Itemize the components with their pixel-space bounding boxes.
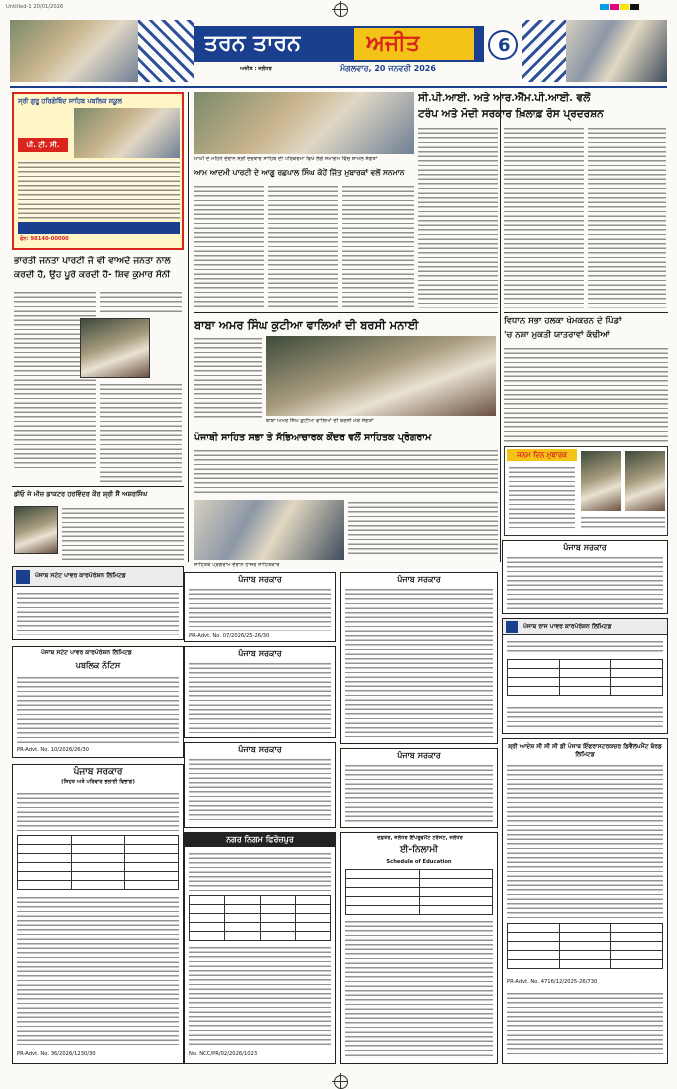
sarkar-ad-3-body (189, 757, 331, 823)
birthday-caption (581, 515, 665, 531)
column-rule (500, 92, 501, 562)
table-cell (71, 863, 125, 872)
masthead-pattern-left (138, 20, 194, 82)
health-sarkar-sub: (ਸਿਹਤ ਅਤੇ ਪਰਿਵਾਰ ਭਲਾਈ ਵਿਭਾਗ) (61, 779, 135, 785)
table-cell (18, 872, 72, 881)
nagar-nigam-body (189, 851, 331, 891)
table-cell (611, 924, 663, 933)
sarkar-ad-3 (184, 742, 336, 828)
table-cell (18, 854, 72, 863)
sarkar-ad-right (502, 540, 668, 614)
table-cell (295, 905, 330, 914)
table-cell (559, 669, 611, 678)
rule (504, 312, 668, 313)
table-cell (611, 687, 663, 696)
table-cell (419, 870, 493, 879)
pspcl-notice-adno: PR-Advt. No. 10/2026/26/30 (17, 747, 89, 753)
pspcl-logo-icon (16, 570, 30, 584)
table-cell (295, 923, 330, 932)
infra-board-ad (502, 738, 668, 1064)
registration-mark (334, 1075, 348, 1089)
masthead-paper: ਅਜੀਤ (366, 30, 420, 56)
table-cell (260, 905, 295, 914)
table-cell (419, 906, 493, 915)
table-cell (559, 951, 611, 960)
table-cell (18, 836, 72, 845)
table-cell (225, 923, 260, 932)
sarkar-ad-1-title: ਪੰਜਾਬ ਸਰਕਾਰ (238, 575, 282, 584)
table-cell (508, 942, 560, 951)
drug-headline-a: ਵਿਧਾਨ ਸਭਾ ਹਲਕਾ ਖੇਮਕਰਨ ਦੇ ਪਿੰਡਾਂ (504, 316, 622, 326)
bjp-headline-b: ਕਰਦੀ ਹੈ, ਉਹ ਪੂਰੇ ਕਰਦੀ ਹੈ- ਸ਼ਿਵ ਕੁਮਾਰ ਸੋਨੀ (14, 270, 171, 280)
baba-caption: ਬਾਬਾ ਅਮਰ ਸਿੰਘ ਕੁਟੀਆ ਵਾਲਿਆਂ ਦੀ ਬਰਸੀ ਮੌਕੇ ਸੰਗਤਾਂ (266, 418, 374, 424)
baba-headline: ਬਾਬਾ ਅਮਰ ਸਿੰਘ ਕੁਟੀਆ ਵਾਲਿਆਂ ਦੀ ਬਰਸੀ ਮਨਾਈ (194, 318, 419, 332)
cpi-headline-b: ਟਰੰਪ ਅਤੇ ਮੋਦੀ ਸਰਕਾਰ ਖ਼ਿਲਾਫ਼ ਰੋਸ ਪ੍ਰਦਰਸ਼ਨ (418, 108, 604, 120)
table-cell (190, 896, 225, 905)
birthday-photo-2 (625, 451, 665, 511)
health-sarkar-ad (12, 764, 184, 1064)
masthead (10, 20, 667, 82)
sarkar-ad-2 (184, 646, 336, 738)
table-cell (346, 888, 420, 897)
page-number: 6 (498, 35, 511, 56)
sarkar-ad-2-title: ਪੰਜਾਬ ਸਰਕਾਰ (238, 649, 282, 658)
table-cell (508, 687, 560, 696)
colour-bar-black (630, 4, 639, 10)
table-cell (295, 914, 330, 923)
nagar-nigam-ad (184, 832, 336, 1064)
aap-story-body-3 (342, 184, 414, 308)
pspcl-ad-left (12, 566, 184, 640)
birthday-label: ਜਨਮ ਦਿਨ ਮੁਬਾਰਕ (507, 449, 577, 461)
nagar-nigam-table (189, 895, 331, 941)
aap-headline: ਆਮ ਆਦਮੀ ਪਾਰਟੀ ਦੇ ਆਗੂ ਰਛਪਾਲ ਸਿੰਘ ਕੋਹੇਂ ਜਿੱਤ ਮੁਬਾਰਕਾਂ ਵਲੋਂ ਸਨਮਾਨ (194, 168, 405, 177)
table-cell (559, 960, 611, 969)
table-cell (125, 836, 179, 845)
colour-bar-yellow (620, 4, 629, 10)
table-cell (508, 669, 560, 678)
pspcl-right-logo-icon (506, 621, 518, 633)
birthday-box (504, 446, 668, 536)
sahit-caption: ਸਾਹਿਤਕ ਪ੍ਰੋਗਰਾਮ ਦੌਰਾਨ ਹਾਜ਼ਰ ਸਾਹਿਤਕਾਰ (194, 562, 280, 568)
table-cell (260, 914, 295, 923)
school-ad-footer: ਫੋਨ: 98140-00000 (20, 236, 69, 242)
table-cell (18, 881, 72, 890)
table-cell (559, 942, 611, 951)
table-cell (419, 879, 493, 888)
sarkar-ad-1 (184, 572, 336, 642)
golden-temple-photo (10, 20, 138, 82)
school-ad-heading: ਸ੍ਰੀ ਗੁਰੂ ਹਰਿਗੋਬਿੰਦ ਸਾਹਿਬ ਪਬਲਿਕ ਸਕੂਲ (18, 97, 122, 105)
cpi-story-body-3 (588, 126, 666, 308)
e-auction-ad (340, 832, 498, 1064)
table-cell (71, 854, 125, 863)
health-sarkar-adno: PR-Advt. No. 36/2026/1230/30 (17, 1051, 96, 1057)
table-cell (225, 914, 260, 923)
registration-mark (334, 3, 348, 17)
sarkar-ad-right-body (507, 555, 663, 609)
doctor-story-body (62, 506, 184, 560)
table-cell (611, 951, 663, 960)
table-cell (611, 960, 663, 969)
sarkar-ad-5-body (345, 763, 493, 823)
pspcl-left-header (13, 567, 183, 587)
table-cell (18, 845, 72, 854)
bjp-story-body-3 (100, 382, 182, 482)
slug-line: Untitled-1 20/01/2026 (6, 4, 64, 10)
sarkar-ad-right-title: ਪੰਜਾਬ ਸਰਕਾਰ (563, 543, 607, 552)
lead-photo (194, 92, 414, 154)
bjp-story-body-2 (100, 290, 182, 314)
e-auction-schedule: Schedule of Education (386, 859, 452, 865)
aap-story-body-1 (194, 184, 264, 308)
table-cell (346, 879, 420, 888)
e-auction-body (345, 919, 493, 1059)
drug-story-body (504, 346, 668, 442)
table-cell (260, 923, 295, 932)
table-cell (71, 872, 125, 881)
table-cell (125, 881, 179, 890)
sahit-headline: ਪੰਜਾਬੀ ਸਾਹਿਤ ਸਭਾ ਤੇ ਸੱਭਿਆਚਾਰਕ ਕੇਂਦਰ ਵਲੋਂ ਸਾਹਿਤਕ ਪ੍ਰੋਗਰਾਮ (194, 432, 432, 443)
school-ad-photo (74, 108, 180, 158)
bjp-headline-a: ਭਾਰਤੀ ਜਨਤਾ ਪਾਰਟੀ ਜੋ ਵੀ ਵਾਅਦੇ ਜਨਤਾ ਨਾਲ (14, 256, 171, 266)
table-cell (611, 942, 663, 951)
table-cell (225, 896, 260, 905)
masthead-city: ਤਰਨ ਤਾਰਨ (204, 30, 301, 56)
nagar-nigam-header (185, 833, 335, 847)
nagar-nigam-body-2 (189, 945, 331, 1045)
table-cell (419, 888, 493, 897)
table-cell (508, 933, 560, 942)
infra-board-body-2 (507, 991, 663, 1057)
baba-story-body (194, 336, 262, 420)
table-cell (225, 905, 260, 914)
table-cell (260, 932, 295, 941)
pspcl-right-table (507, 659, 663, 696)
table-cell (419, 897, 493, 906)
masthead-pattern-right (522, 20, 566, 82)
column-rule (188, 92, 189, 562)
table-cell (559, 660, 611, 669)
birthday-photo-1 (581, 451, 621, 511)
infra-board-table (507, 923, 663, 969)
table-cell (71, 845, 125, 854)
table-cell (611, 933, 663, 942)
pspcl-notice-sub: ਪਬਲਿਕ ਨੋਟਿਸ (75, 661, 121, 670)
table-cell (190, 905, 225, 914)
table-cell (508, 660, 560, 669)
infra-board-title: ਸ਼੍ਰੀ ਆਦੇਸ਼ ਸੀ ਸੀ ਸੀ ਡੀ ਪੰਜਾਬ ਇੰਫਰਾਸਟਰਕਚਰ ਡਿਵੈਲਪਮੈਂਟ ਬੋਰਡ ਲਿਮਿਟਡ (508, 743, 662, 758)
pspcl-notice-body (17, 675, 179, 745)
doctor-portrait (14, 506, 58, 554)
table-cell (190, 923, 225, 932)
school-ad-strip (18, 222, 180, 234)
pspcl-right-header (503, 619, 667, 635)
health-sarkar-title: ਪੰਜਾਬ ਸਰਕਾਰ (73, 767, 123, 777)
masthead-rule (10, 86, 667, 88)
school-ad-body (18, 160, 180, 220)
e-auction-office: ਦਫ਼ਤਰ, ਜਲੰਧਰ ਇੰਪਰੂਵਮੈਂਟ ਟਰੱਸਟ, ਜਲੰਧਰ (377, 835, 463, 841)
soni-portrait (80, 318, 150, 378)
e-auction-table (345, 869, 493, 915)
table-cell (295, 896, 330, 905)
sahit-story-body-2 (348, 500, 498, 556)
sarkar-ad-1-adno: PR-Advt. No. 07/2026/25-26/30 (189, 633, 270, 639)
masthead-date: ਮੰਗਲਵਾਰ, 20 ਜਨਵਰੀ 2026 (340, 64, 436, 73)
rule (12, 486, 184, 487)
pspcl-notice-title: ਪੰਜਾਬ ਸਟੇਟ ਪਾਵਰ ਕਾਰਪੋਰੇਸ਼ਨ ਲਿਮਿਟਡ (41, 649, 132, 656)
sarkar-ad-3-title: ਪੰਜਾਬ ਸਰਕਾਰ (238, 745, 282, 754)
drug-headline-b: 'ਚ ਨਸ਼ਾ ਮੁਕਤੀ ਯਾਤਰਾਵਾਂ ਕੱਢੀਆਂ (504, 330, 610, 340)
pspcl-ad-right (502, 618, 668, 734)
table-cell (559, 687, 611, 696)
sarkar-ad-2-body (189, 661, 331, 733)
cpi-headline-a: ਸੀ.ਪੀ.ਆਈ. ਅਤੇ ਆਰ.ਐੱਮ.ਪੀ.ਆਈ. ਵਲੋਂ (418, 92, 591, 104)
table-cell (559, 933, 611, 942)
birthday-text (509, 465, 575, 531)
sarkar-ad-4-title: ਪੰਜਾਬ ਸਰਕਾਰ (397, 575, 441, 584)
table-cell (508, 960, 560, 969)
colour-bar-magenta (610, 4, 619, 10)
bjp-story-body (14, 290, 96, 470)
table-cell (225, 932, 260, 941)
table-cell (71, 881, 125, 890)
infra-board-adno: PR-Advt. No. 4716/12/2025-26/730 (507, 979, 598, 985)
health-sarkar-table (17, 835, 179, 890)
table-cell (71, 836, 125, 845)
table-cell (125, 863, 179, 872)
table-cell (295, 932, 330, 941)
cpi-story-body-1 (418, 126, 498, 308)
pspcl-left-title: ਪੰਜਾਬ ਸਟੇਟ ਪਾਵਰ ਕਾਰਪੋਰੇਸ਼ਨ ਲਿਮਿਟਡ (35, 572, 126, 579)
masthead-paper-box (354, 28, 474, 60)
table-cell (125, 854, 179, 863)
colour-bar-cyan (600, 4, 609, 10)
table-cell (125, 845, 179, 854)
sarkar-ad-5-title: ਪੰਜਾਬ ਸਰਕਾਰ (397, 751, 441, 760)
table-cell (346, 906, 420, 915)
masthead-sub: ਅਜੀਤ : ਜਲੰਧਰ (240, 66, 272, 72)
sarkar-ad-4-body (345, 587, 493, 737)
table-cell (611, 669, 663, 678)
health-sarkar-body-2 (17, 895, 179, 1045)
pspcl-notice-ad (12, 646, 184, 758)
table-cell (559, 678, 611, 687)
school-ad-badge: ਪੀ. ਟੀ. ਸੀ. (18, 138, 68, 152)
table-cell (508, 924, 560, 933)
doctor-headline: ਡੀਓ ਜੇ ਮੀਜ਼ ਡਾਕਟਰ ਹਰਵਿੰਦਰ ਕੌਰ ਸ਼੍ਰੀ ਸੈਂ ਅਸ਼ਰਸਿੰਘ (14, 490, 148, 498)
table-cell (559, 924, 611, 933)
table-cell (611, 678, 663, 687)
pspcl-right-body (507, 639, 663, 655)
table-cell (125, 872, 179, 881)
pspcl-right-title: ਪੰਜਾਬ ਰਾਜ ਪਾਵਰ ਕਾਰਪੋਰੇਸ਼ਨ ਲਿਮਿਟਡ (523, 623, 612, 630)
aap-story-body-2 (268, 184, 338, 308)
e-auction-title: ਈ-ਨਿਲਾਮੀ (400, 845, 438, 855)
rule (194, 312, 498, 313)
health-sarkar-body (17, 791, 179, 831)
baba-photo (266, 336, 496, 416)
sarkar-ad-1-body (189, 587, 331, 631)
table-cell (18, 863, 72, 872)
pspcl-right-body-2 (507, 705, 663, 729)
sarkar-ad-5 (340, 748, 498, 828)
table-cell (260, 896, 295, 905)
pspcl-left-body (17, 591, 179, 635)
masthead-photo-right (566, 20, 667, 82)
table-cell (190, 914, 225, 923)
sahit-photo (194, 500, 344, 560)
page-number-badge (488, 30, 518, 60)
sarkar-ad-4 (340, 572, 498, 744)
table-cell (508, 678, 560, 687)
table-cell (508, 951, 560, 960)
table-cell (190, 932, 225, 941)
sahit-story-body (194, 448, 498, 496)
masthead-banner (194, 26, 484, 62)
table-cell (611, 660, 663, 669)
table-cell (346, 897, 420, 906)
lead-caption: ਮਾਘੀ ਦੇ ਮਹਿਨੇ ਦੌਰਾਨ ਸ੍ਰੀ ਦਰਬਾਰ ਸਾਹਿਬ ਦੀ ਪਰਿਕਰਮਾ ਵਿਖੇ ਲੱਗੇ ਸਮਾਗਮ ਵਿੱਚ ਸ਼ਾਮਲ ਸੰਗਤਾਂ (194, 156, 378, 162)
school-ad (12, 92, 184, 250)
nagar-nigam-no: No. NCC/PR/02/2026/1023 (189, 1051, 258, 1057)
cpi-story-body-2 (504, 126, 584, 308)
infra-board-body (507, 763, 663, 919)
table-cell (346, 870, 420, 879)
nagar-nigam-title: ਨਗਰ ਨਿਗਮ ਫਿਰੋਜ਼ਪੁਰ (226, 835, 294, 844)
